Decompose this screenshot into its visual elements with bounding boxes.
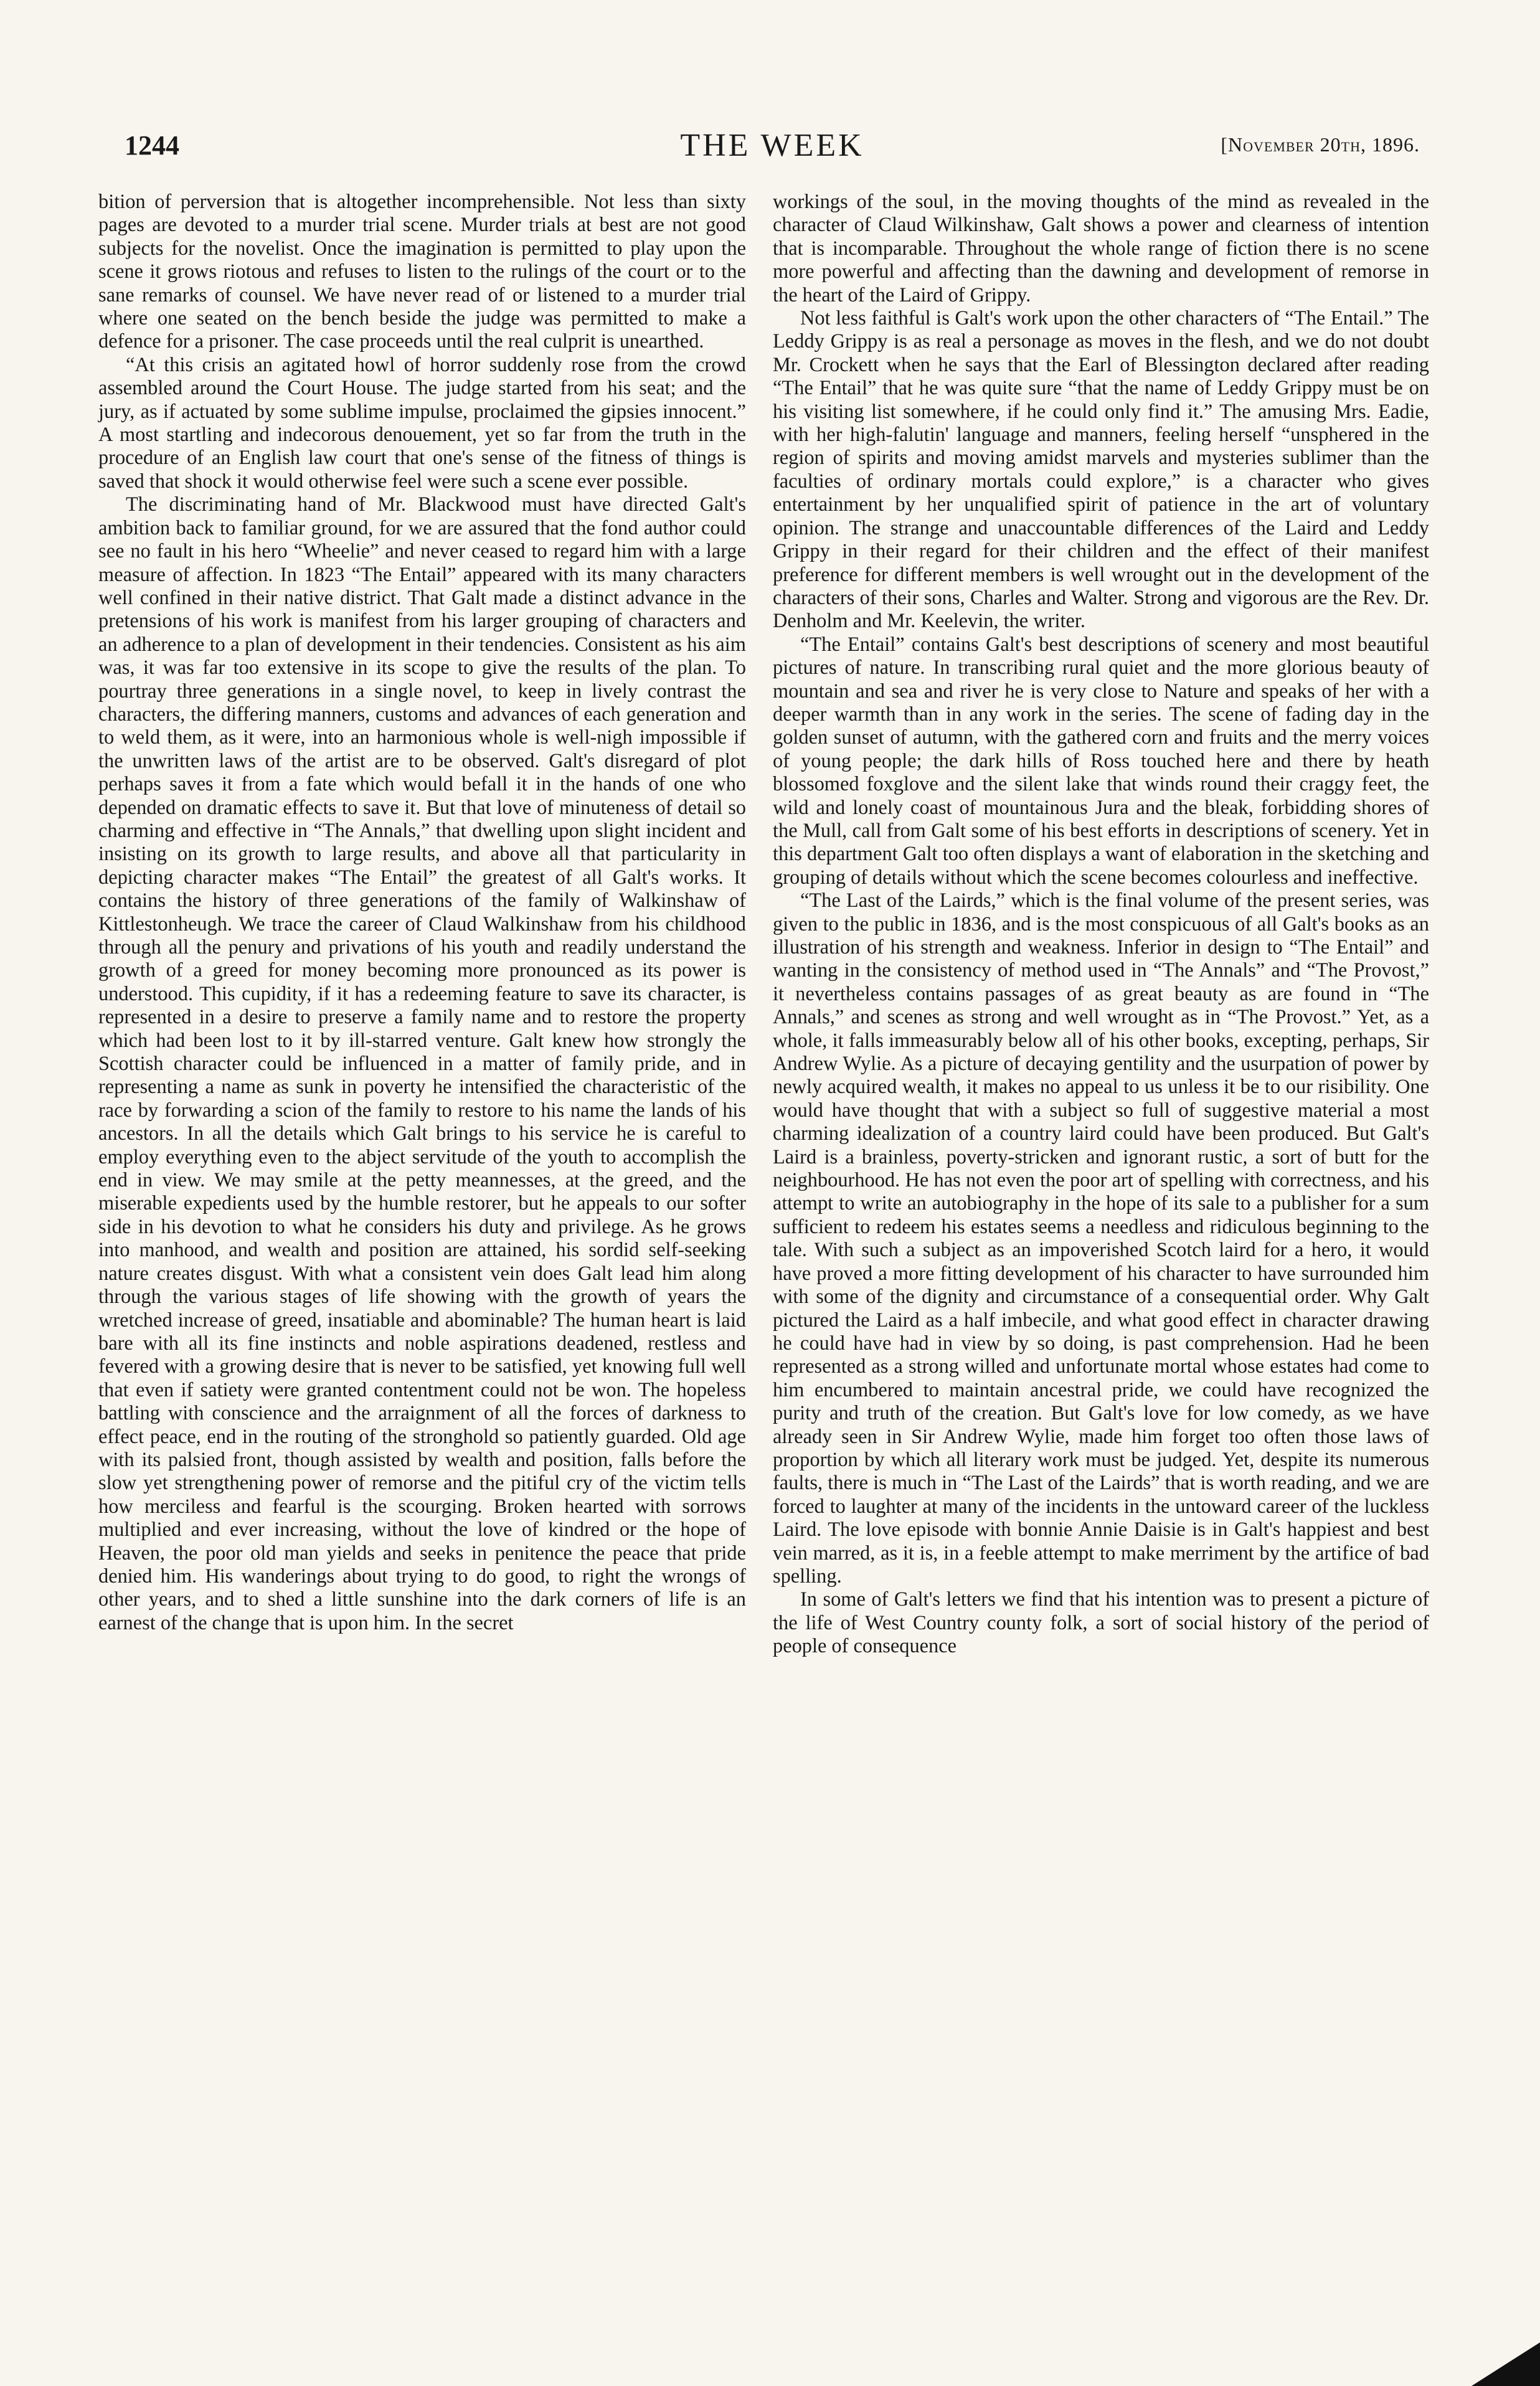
- paragraph: “The Last of the Lairds,” which is the final volume of the present series, was given to the public in 1836, and is the most conspicuous of all Galt's books as an illustration of his strength and weakness. Inferior in design to “The Entail” and wanting in the consistency of method used in “The Annals” and “The Provost,” it nevertheless contains passages of as great beauty as are found in “The Annals,” and scenes as strong and well wrought as in “The Provost.” Yet, as a whole, it falls immeasurably below all of his other books, excepting, perhaps, Sir Andrew Wylie. As a picture of decaying gentility and the usurpation of power by newly acquired wealth, it makes no appeal to us unless it be to our risibility. One would have thought that with a subject so full of suggestive material a most charming idealization of a country laird could have been produced. But Galt's Laird is a brainless, poverty-stricken and ignorant rustic, a sort of butt for the neighbourhood. He has not even the poor art of spelling with correctness, and his attempt to write an autobiography in the hope of its sale to a publisher for a sum sufficient to redeem his estates seems a needless and ridiculous beginning to the tale. With such a subject as an impoverished Scotch laird for a hero, it would have proved a more fitting development of his character to have surrounded him with some of the dignity and circumstance of a consequential order. Why Galt pictured the Laird as a half imbecile, and what good effect in character drawing he could have had in view by so doing, is past comprehension. Had he been represented as a strong willed and unfortunate mortal whose estates had come to him encumbered to maintain ancestral pride, we could have recognized the purity and truth of the creation. But Galt's love for low comedy, as we have already seen in Sir Andrew Wylie, made him forget too often those laws of proportion by which all literary work must be judged. Yet, despite its numerous faults, there is much in “The Last of the Lairds” that is worth reading, and we are forced to laughter at many of the incidents in the untoward career of the luckless Laird. The love episode with bonnie Annie Daisie is in Galt's happiest and best vein marred, as it is, in a feeble attempt to make merriment by the artifice of bad spelling.: [773, 889, 1429, 1588]
- paragraph: “At this crisis an agitated howl of horror suddenly rose from the crowd assembled around the Court House. The judge started from his seat; and the jury, as if actuated by some sublime impulse, proclaimed the gipsies innocent.” A most startling and indecorous denouement, yet so far from the truth in the procedure of an English law court that one's sense of the fitness of things is saved that shock it would otherwise feel were such a scene ever possible.: [98, 353, 746, 493]
- paragraph: workings of the soul, in the moving thoughts of the mind as revealed in the character of Claud Wilkinshaw, Galt shows a power and clearness of intention that is incomparable. Throughout the whole range of fiction there is no scene more powerful and affecting than the dawning and development of remorse in the heart of the Laird of Grippy.: [773, 191, 1429, 306]
- page-corner-mark: [1472, 2342, 1540, 2386]
- paragraph: bition of perversion that is altogether incomprehensible. Not less than sixty pages are devoted to a murder trial scene. Murder trials at best are not good subjects for the novelist. Once the imagination is permitted to play upon the scene it grows riotous and refuses to listen to the rulings of the court or to the sane remarks of counsel. We have never read of or listened to a murder trial where one seated on the bench beside the judge was permitted to make a defence for a prisoner. The case proceeds until the real culprit is unearthed.: [98, 191, 746, 353]
- issue-date: [November 20th, 1896.: [1221, 133, 1420, 156]
- paragraph: “The Entail” contains Galt's best descriptions of scenery and most beautiful pictures of nature. In transcribing rural quiet and the more glorious beauty of mountain and sea and river he is very close to Nature and speaks of her with a deeper warmth than in any work in the series. The scene of fading day in the golden sunset of autumn, with the gathered corn and fruits and the merry voices of young people; the dark hills of Ross touched here and there by heath blossomed foxglove and the silent lake that winds round their craggy feet, the wild and lonely coast of mountainous Jura and the bleak, forbidding shores of the Mull, call from Galt some of his best efforts in descriptions of scenery. Yet in this department Galt too often displays a want of elaboration in the sketching and grouping of details without which the scene becomes colourless and ineffective.: [773, 633, 1429, 889]
- page-header: [125, 130, 1420, 173]
- left-column: [98, 191, 746, 1635]
- page-number: 1244: [125, 130, 179, 161]
- journal-title: THE WEEK: [680, 128, 864, 163]
- right-column: [773, 191, 1429, 1659]
- paragraph: In some of Galt's letters we find that his intention was to present a picture of the life of West Country county folk, a sort of social history of the period of people of consequence: [773, 1588, 1429, 1658]
- paragraph: The discriminating hand of Mr. Blackwood must have directed Galt's ambition back to familiar ground, for we are assured that the fond author could see no fault in his hero “Wheelie” and never ceased to regard him with a large measure of affection. In 1823 “The Entail” appeared with its many characters well confined in their native district. That Galt made a distinct advance in the pretensions of his work is manifest from his larger grouping of characters and an adherence to a plan of development in their tendencies. Consistent as his aim was, it was far too extensive in its scope to give the results of the plan. To pourtray three generations in a single novel, to keep in lively contrast the characters, the differing manners, customs and advances of each generation and to weld them, as it were, into an harmonious whole is well-nigh impossible if the unwritten laws of the artist are to be observed. Galt's disregard of plot perhaps saves it from a fate which would befall it in the hands of one who depended on dramatic effects to save it. But that love of minuteness of detail so charming and effective in “The Annals,” that dwelling upon slight incident and insisting on its growth to large results, and above all that particularity in depicting character makes “The Entail” the greatest of all Galt's works. It contains the history of three generations of the family of Walkinshaw of Kittlestonheugh. We trace the career of Claud Walkinshaw from his childhood through all the penury and privations of his youth and readily understand the growth of a greed for money becoming more pronounced as its power is understood. This cupidity, if it has a redeeming feature to save its character, is represented in a desire to preserve a family name and to restore the property which had been lost to it by ill-starred venture. Galt knew how strongly the Scottish character could be influenced in a matter of family pride, and in representing a name as sunk in poverty he intensified the characteristic of the race by forwarding a scion of the family to restore to his name the lands of his ancestors. In all the details which Galt brings to his service he is careful to employ everything even to the abject servitude of the youth to accomplish the end in view. We may smile at the petty meannesses, at the greed, and the miserable expedients used by the humble restorer, but he appeals to our softer side in his devotion to what he considers his duty and privilege. As he grows into manhood, and wealth and position are attained, his sordid self-seeking nature creates disgust. With what a consistent vein does Galt lead him along through the various stages of life showing with the growth of years the wretched increase of greed, insatiable and abominable? The human heart is laid bare with all its fine instincts and noble aspirations deadened, restless and fevered with a growing desire that is never to be satisfied, yet knowing full well that even if satiety were granted contentment could not be won. The hopeless battling with conscience and the arraignment of all the forces of darkness to effect peace, end in the routing of the stronghold so patiently guarded. Old age with its palsied front, though assisted by wealth and position, falls before the slow yet strengthening power of remorse and the pitiful cry of the victim tells how merciless and fearful is the scourging. Broken hearted with sorrows multiplied and ever increasing, without the love of kindred or the hope of Heaven, the poor old man yields and seeks in penitence the peace that pride denied him. His wanderings about trying to do good, to right the wrongs of other years, and to shed a little sunshine into the dark corners of life is an earnest of the change that is upon him. In the secret: [98, 493, 746, 1634]
- paragraph: Not less faithful is Galt's work upon the other characters of “The Entail.” The Leddy Grippy is as real a personage as moves in the flesh, and we do not doubt Mr. Crockett when he says that the Earl of Blessington declared after reading “The Entail” that he was quite sure “that the name of Leddy Grippy must be on his visiting list somewhere, if he could only find it.” The amusing Mrs. Eadie, with her high-falutin' language and manners, feeling herself “unsphered in the region of spirits and moving amidst marvels and mysteries sublimer than the faculties of ordinary mortals could explore,” is a character who gives entertainment by her unqualified spirit of patience in the art of voluntary opinion. The strange and unaccountable differences of the Laird and Leddy Grippy in their regard for their children and the effect of their manifest preference for different members is well wrought out in the development of the characters of their sons, Charles and Walter. Strong and vigorous are the Rev. Dr. Denholm and Mr. Keelevin, the writer.: [773, 307, 1429, 633]
